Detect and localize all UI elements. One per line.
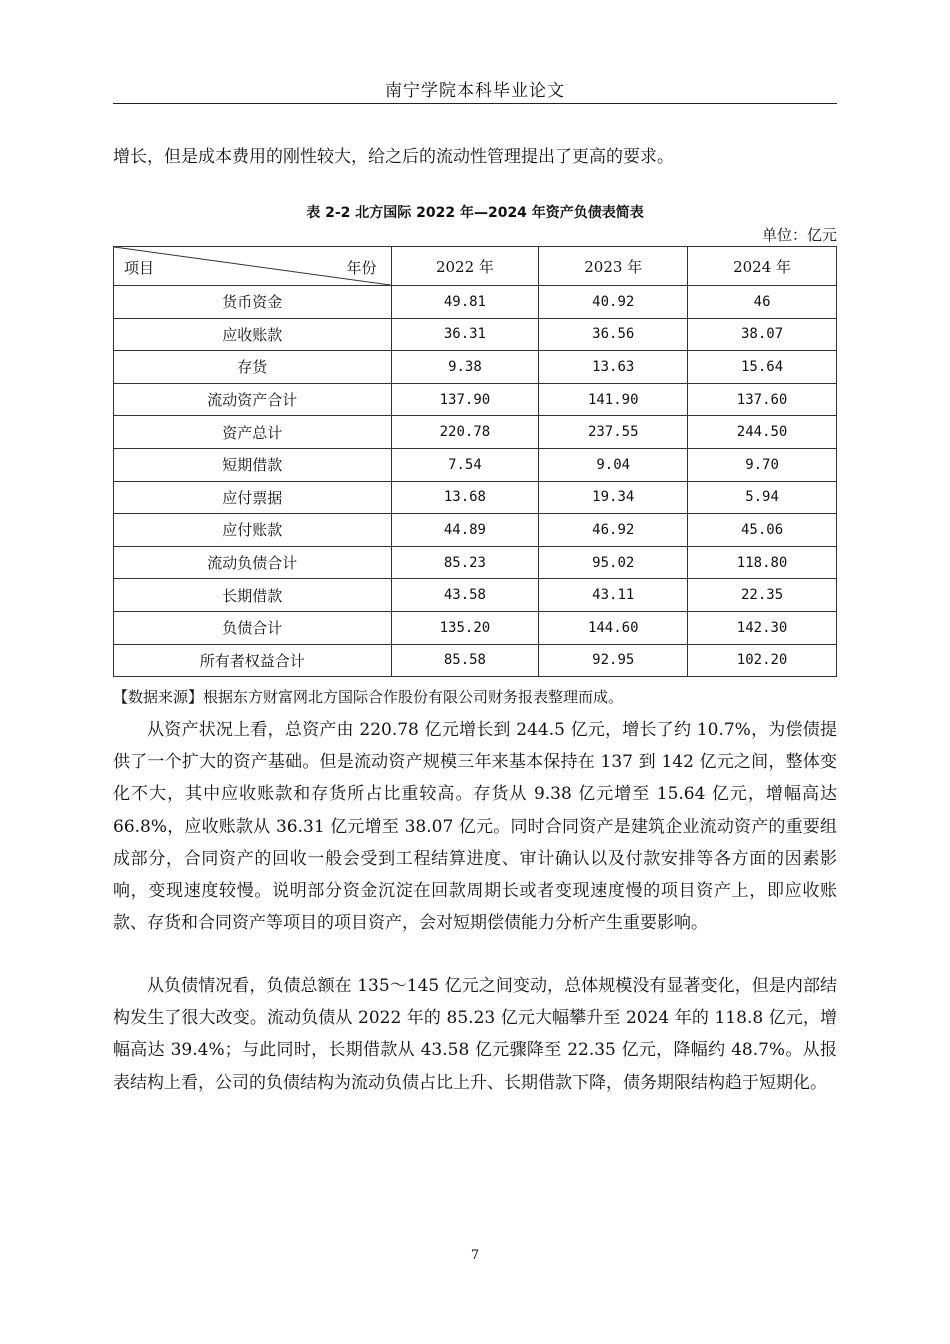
row-value: 9.04 bbox=[539, 448, 688, 481]
row-value: 46.92 bbox=[539, 514, 688, 547]
body-paragraph: 从资产状况上看，总资产由 220.78 亿元增长到 244.5 亿元，增长了约 10.7%，为偿债提供了一个扩大的资产基础。但是流动资产规模三年来基本保持在 137 到 142 亿元之间，整体变化不大，其中应收账款和存货所占比重较高。存货从 9.38 亿元增至 15.64 亿元，增幅高达 66.8%，应收账款从 36.31 亿元增至 38.07 亿元。同时合同资产是建筑企业流动资产的重要组成部分，合同资产的回收一般会受到工程结算进度、审计确认以及付款安排等各方面的因素影响，变现速度较慢。说明部分资金沉淀在回款周期长或者变现速度慢的项目资产上，即应收账款、存货和合同资产等项目的项目资产，会对短期偿债能力分析产生重要影响。 bbox=[113, 720, 837, 934]
row-value: 237.55 bbox=[539, 416, 688, 449]
row-value: 43.11 bbox=[539, 579, 688, 612]
row-value: 141.90 bbox=[539, 383, 688, 416]
row-label: 货币资金 bbox=[114, 286, 392, 319]
row-value: 144.60 bbox=[539, 611, 688, 644]
body-paragraph: 从负债情况看，负债总额在 135～145 亿元之间变动，总体规模没有显著变化，但是内部结构发生了很大改变。流动负债从 2022 年的 85.23 亿元大幅攀升至 2024 年的 118.8 亿元，增幅高达 39.4%；与此同时，长期借款从 43.58 亿元骤降至 22.35 亿元，降幅约 48.7%。从报表结构上看，公司的负债结构为流动负债占比上升、长期借款下降，债务期限结构趋于短期化。 bbox=[113, 976, 837, 1093]
year-header: 2023 年 bbox=[539, 247, 688, 286]
row-value: 118.80 bbox=[688, 546, 837, 579]
row-value: 43.58 bbox=[391, 579, 539, 612]
row-label: 负债合计 bbox=[114, 611, 392, 644]
corner-cell bbox=[114, 247, 392, 286]
table-row bbox=[114, 546, 837, 579]
table-row bbox=[114, 286, 837, 319]
row-value: 85.23 bbox=[391, 546, 539, 579]
row-value: 9.70 bbox=[688, 448, 837, 481]
row-value: 49.81 bbox=[391, 286, 539, 319]
row-value: 135.20 bbox=[391, 611, 539, 644]
corner-label-year: 年份 bbox=[346, 259, 377, 277]
row-value: 7.54 bbox=[391, 448, 539, 481]
row-value: 5.94 bbox=[688, 481, 837, 514]
table-caption: 表 2-2 北方国际 2022 年—2024 年资产负债表简表 bbox=[306, 205, 644, 221]
year-header: 2022 年 bbox=[391, 247, 539, 286]
row-label: 流动资产合计 bbox=[114, 383, 392, 416]
row-value: 92.95 bbox=[539, 644, 688, 677]
row-value: 40.92 bbox=[539, 286, 688, 319]
row-value: 102.20 bbox=[688, 644, 837, 677]
row-value: 137.60 bbox=[688, 383, 837, 416]
page-header-title: 南宁学院本科毕业论文 bbox=[385, 81, 565, 101]
table-unit: 单位：亿元 bbox=[761, 226, 837, 244]
row-value: 13.63 bbox=[539, 351, 688, 384]
table-row bbox=[114, 611, 837, 644]
row-value: 38.07 bbox=[688, 318, 837, 351]
row-value: 13.68 bbox=[391, 481, 539, 514]
page-number: 7 bbox=[470, 1248, 480, 1263]
row-value: 45.06 bbox=[688, 514, 837, 547]
row-value: 95.02 bbox=[539, 546, 688, 579]
row-label: 应收账款 bbox=[114, 318, 392, 351]
table-row bbox=[114, 481, 837, 514]
balance-sheet-table bbox=[113, 246, 837, 677]
row-value: 19.34 bbox=[539, 481, 688, 514]
table-row bbox=[114, 383, 837, 416]
table-row bbox=[114, 644, 837, 677]
row-label: 资产总计 bbox=[114, 416, 392, 449]
intro-paragraph: 增长，但是成本费用的刚性较大，给之后的流动性管理提出了更高的要求。 bbox=[113, 147, 674, 167]
table-source-note: 【数据来源】根据东方财富网北方国际合作股份有限公司财务报表整理而成。 bbox=[113, 688, 624, 706]
row-value: 15.64 bbox=[688, 351, 837, 384]
table-row bbox=[114, 579, 837, 612]
row-value: 44.89 bbox=[391, 514, 539, 547]
row-label: 长期借款 bbox=[114, 579, 392, 612]
table-header-row bbox=[114, 247, 837, 286]
row-value: 22.35 bbox=[688, 579, 837, 612]
row-label: 应付票据 bbox=[114, 481, 392, 514]
table-row bbox=[114, 318, 837, 351]
row-value: 9.38 bbox=[391, 351, 539, 384]
row-label: 所有者权益合计 bbox=[114, 644, 392, 677]
row-value: 36.56 bbox=[539, 318, 688, 351]
row-label: 流动负债合计 bbox=[114, 546, 392, 579]
row-value: 36.31 bbox=[391, 318, 539, 351]
row-label: 应付账款 bbox=[114, 514, 392, 547]
row-label: 短期借款 bbox=[114, 448, 392, 481]
row-value: 46 bbox=[688, 286, 837, 319]
header-rule bbox=[113, 103, 837, 104]
corner-label-item: 项目 bbox=[124, 259, 155, 277]
table-row bbox=[114, 514, 837, 547]
row-value: 142.30 bbox=[688, 611, 837, 644]
table-row bbox=[114, 448, 837, 481]
table-row bbox=[114, 416, 837, 449]
row-value: 137.90 bbox=[391, 383, 539, 416]
row-value: 220.78 bbox=[391, 416, 539, 449]
row-label: 存货 bbox=[114, 351, 392, 384]
year-header: 2024 年 bbox=[688, 247, 837, 286]
row-value: 85.58 bbox=[391, 644, 539, 677]
row-value: 244.50 bbox=[688, 416, 837, 449]
table-row bbox=[114, 351, 837, 384]
